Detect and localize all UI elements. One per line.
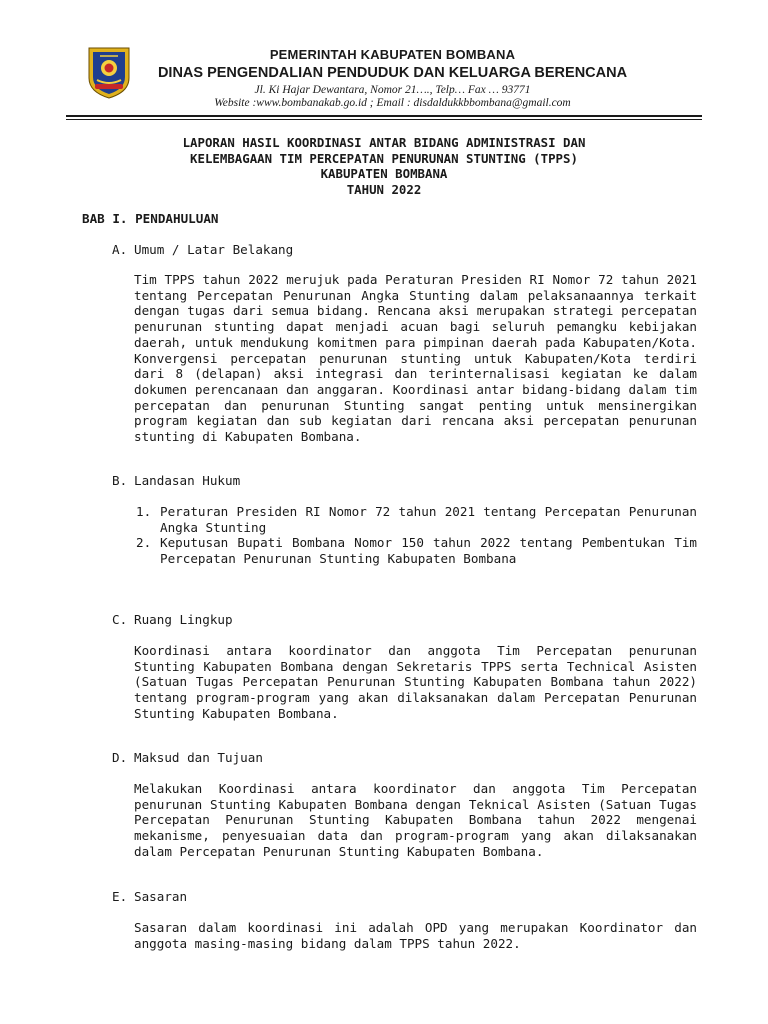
letterhead-divider-thick: [66, 115, 702, 117]
section-letter: A.: [112, 242, 128, 257]
section-e-body: Sasaran dalam koordinasi ini adalah OPD yang merupakan Koordinator dan anggota masing-masing bidang dalam TPPS tahun 2022.: [134, 920, 697, 951]
government-name: PEMERINTAH KABUPATEN BOMBANA: [269, 47, 516, 62]
section-title: Maksud dan Tujuan: [134, 750, 263, 765]
section-a-body: Tim TPPS tahun 2022 merujuk pada Peraturan Presiden RI Nomor 72 tahun 2021 tentang Percepatan Penurunan Angka Stunting dalam pelaksanaannya terkait dengan tugas dari semua bidang. Rencana aksi merupakan strategi percepatan penurunan stunting dapat menjadi acuan bagi seluruh pemangku kebijakan daerah, untuk mendukung komitmen para pimpinan daerah pada Kabupaten/Kota. Konvergensi percepatan penurunan stunting untuk Kabupaten/Kota terdiri dari 8 (delapan) aksi integrasi dan terinternalisasi kegiatan ke dalam dokumen perencanaan dan anggaran. Koordinasi antar bidang-bidang dalam tim percepatan dan penurunan Stunting sangat penting untuk mensinergikan program kegiatan dan sub kegiatan dari rencana aksi percepatan penurunan stunting di Kabupaten Bombana.: [134, 272, 697, 445]
list-item: [136, 535, 697, 566]
section-letter: E.: [112, 889, 128, 904]
title-line-4: TAHUN 2022: [346, 181, 422, 197]
legal-basis-list: [136, 504, 697, 567]
section-title: Sasaran: [134, 889, 188, 904]
agency-name: DINAS PENGENDALIAN PENDUDUK DAN KELUARGA BERENCANA: [157, 65, 628, 81]
list-item-number: 1.: [136, 504, 152, 519]
title-line-2: KELEMBAGAAN TIM PERCEPATAN PENURUNAN STUNTING (TPPS): [190, 150, 578, 166]
chapter-heading: BAB I. PENDAHULUAN: [82, 211, 219, 226]
list-item: [136, 504, 697, 535]
section-title: Umum / Latar Belakang: [134, 242, 294, 257]
section-title: Ruang Lingkup: [134, 612, 233, 627]
list-item-number: 2.: [136, 535, 152, 551]
section-b-heading: [112, 473, 240, 489]
section-letter: D.: [112, 750, 128, 765]
list-item-text: Keputusan Bupati Bombana Nomor 150 tahun 2022 tentang Pembentukan Tim Percepatan Penurunan Stunting Kabupaten Bombana: [160, 535, 697, 567]
letterhead: [140, 47, 645, 110]
section-letter: C.: [112, 612, 128, 627]
agency-contact: Website :www.bombanakab.go.id ; Email : disdaldukkbbombana@gmail.com: [214, 97, 571, 109]
section-a-heading: [112, 242, 293, 258]
agency-address: Jl. Ki Hajar Dewantara, Nomor 21…., Telp… Fax … 93771: [254, 84, 531, 96]
letterhead-divider-thin: [66, 119, 702, 120]
section-d-body: Melakukan Koordinasi antara koordinator dan anggota Tim Percepatan penurunan Stunting Kabupaten Bombana dengan Teknical Asisten (Satuan Tugas Percepatan Penurunan Stunting Kabupaten Bombana tahun 2022 mengenai mekanisme, penyesuaian data dan program-program yang akan dilaksanakan dalam Percepatan Penurunan Stunting Kabupaten Bombana.: [134, 781, 697, 859]
report-title: [100, 135, 668, 197]
list-item-text: Peraturan Presiden RI Nomor 72 tahun 2021 tentang Percepatan Penurunan Angka Stunting: [160, 504, 697, 535]
title-line-1: LAPORAN HASIL KOORDINASI ANTAR BIDANG ADMINISTRASI DAN: [182, 135, 586, 150]
section-letter: B.: [112, 473, 128, 488]
title-line-3: KABUPATEN BOMBANA: [320, 166, 448, 181]
regency-crest-icon: [86, 44, 132, 100]
section-c-body: Koordinasi antara koordinator dan anggota Tim Percepatan penurunan Stunting Kabupaten Bombana dengan Sekretaris TPPS serta Technical Asisten (Satuan Tugas Percepatan Penurunan Stunting Kabupaten Bombana tahun 2022) tentang program-program yang akan dilaksanakan dalam Percepatan Penurunan Stunting Kabupaten Bombana.: [134, 643, 697, 721]
section-title: Landasan Hukum: [134, 473, 241, 488]
section-d-heading: [112, 750, 263, 766]
section-c-heading: [112, 612, 233, 628]
section-e-heading: [112, 889, 187, 905]
